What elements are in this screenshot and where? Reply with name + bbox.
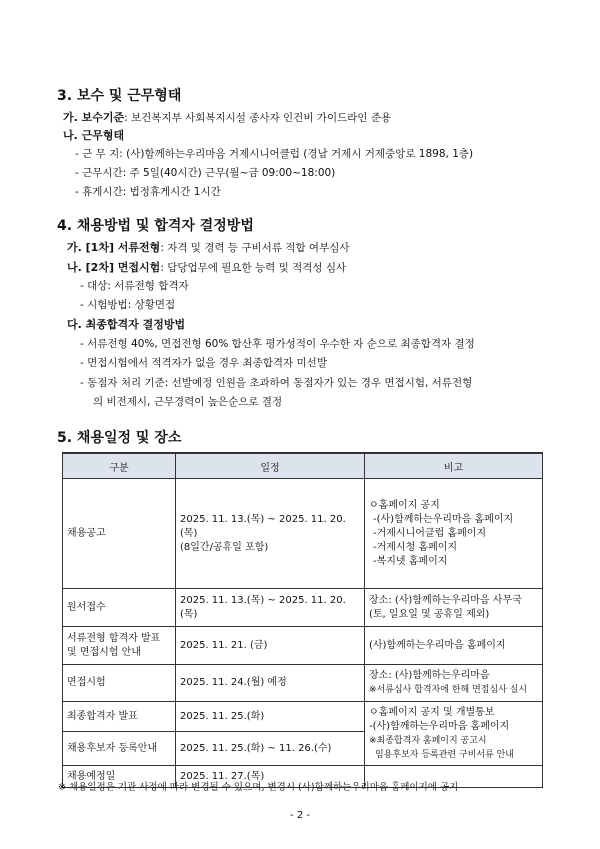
header-category: 구분 [63, 453, 176, 479]
table-row [63, 589, 543, 627]
cell-category: 최종합격자 발표 [63, 702, 176, 732]
remark-line: -거제시청 홈페이지 [373, 541, 458, 553]
table-header-row [63, 453, 543, 479]
section-3-item: - 근무시간: 주 5일(40시간) 근무(월~금 09:00~18:00) [75, 167, 336, 179]
section-3-na-label: 나. 근무형태 [63, 129, 125, 142]
section-4-na-item: - 시험방법: 상황면접 [80, 299, 176, 311]
table-row [63, 702, 543, 732]
section-4-ga-text: : 자격 및 경력 등 구비서류 적합 여부심사 [160, 242, 350, 254]
remark-small-line: ※최종합격자 홈페이지 공고시 [369, 735, 487, 746]
category-line: 및 면접시험 안내 [67, 646, 141, 658]
section-4-na-label: 나. [2차] 면접시험 [67, 261, 161, 274]
section-4-da-item: - 서류전형 40%, 면접전형 60% 합산후 평가성적이 우수한 자 순으로 최종합격자 결정 [80, 338, 475, 350]
table-row [63, 665, 543, 702]
header-remark: 비고 [365, 453, 543, 479]
cell-schedule: 2025. 11. 21. (금) [176, 627, 365, 665]
cell-category [63, 627, 176, 665]
remark-line: -거제시니어클럽 홈페이지 [373, 527, 487, 539]
section-4-da-item-cont: 의 비전제시, 근무경력이 높은순으로 결정 [93, 396, 283, 408]
cell-schedule: 2025. 11. 24.(월) 예정 [176, 665, 365, 702]
section-4-ga [67, 239, 350, 255]
section-3-heading: 3. 보수 및 근무형태 [57, 88, 182, 104]
cell-schedule: 2025. 11. 13.(목) ~ 2025. 11. 20. (목) [176, 589, 365, 627]
cell-category: 면접시험 [63, 665, 176, 702]
section-4-na-text: : 담당업무에 필요한 능력 및 적격성 심사 [160, 262, 347, 274]
remark-line: 장소: (사)함께하는우리마음 사무국 [369, 594, 522, 606]
section-3-item: - 휴게시간: 법정휴게시간 1시간 [75, 186, 221, 198]
cell-schedule [176, 479, 365, 589]
cell-schedule: 2025. 11. 25.(화) ~ 11. 26.(수) [176, 732, 365, 766]
cell-schedule: 2025. 11. 27.(목) [176, 766, 365, 788]
schedule-note: ※ 채용일정은 기관 사정에 따라 변경될 수 있으며, 변경시 (사)함께하는우리마음 홈페이지에 공지 [58, 782, 459, 793]
section-4-ga-label: 가. [1차] 서류전형 [67, 241, 161, 254]
remark-line: ㅇ홈페이지 공지 및 개별통보 [369, 706, 495, 718]
section-4-na-item: - 대상: 서류전형 합격자 [80, 280, 189, 292]
cell-remark [365, 589, 543, 627]
schedule-line: 2025. 11. 13.(목) ~ 2025. 11. 20. (목) [180, 513, 346, 539]
remark-line: (토, 일요일 및 공휴일 제외) [369, 608, 490, 620]
section-5-heading: 5. 채용일정 및 장소 [57, 430, 182, 446]
section-3-ga-label: 가. 보수기준 [63, 111, 125, 124]
remark-small-line: ※서류심사 합격자에 한해 면접심사 실시 [369, 685, 528, 695]
category-line: 서류전형 합격자 발표 [67, 632, 161, 644]
remark-line: -(사)함께하는우리마음 홈페이지 [369, 720, 510, 732]
cell-remark [365, 665, 543, 702]
cell-category: 채용공고 [63, 479, 176, 589]
header-schedule: 일정 [176, 453, 365, 479]
schedule-line: (8일간/공휴일 포함) [180, 541, 269, 553]
section-4-heading: 4. 채용방법 및 합격자 결정방법 [57, 218, 254, 234]
cell-category: 원서접수 [63, 589, 176, 627]
section-4-da-item: - 동점자 처리 기준: 선발예정 인원을 초과하여 동점자가 있는 경우 면접시험, 서류전형 [80, 377, 473, 389]
cell-category: 채용예정일 [63, 766, 176, 788]
section-3-ga [63, 109, 391, 125]
section-4-da-label: 다. 최종합격자 결정방법 [67, 318, 186, 331]
remark-line: -복지넷 홈페이지 [373, 555, 448, 567]
section-4-na [67, 259, 346, 275]
cell-remark: (사)함께하는우리마음 홈페이지 [365, 627, 543, 665]
section-3-item: - 근 무 지: (사)함께하는우리마음 거제시니어클럽 (경남 거제시 거제중앙로 1898, 1층) [75, 148, 474, 160]
remark-line: 장소: (사)함께하는우리마음 [369, 670, 490, 681]
remark-line: ㅇ홈페이지 공지 [369, 499, 440, 511]
schedule-table [62, 452, 543, 788]
page-number: - 2 - [290, 810, 310, 821]
section-4-da-item: - 면접시험에서 적격자가 없을 경우 최종합격자 미선발 [80, 357, 327, 369]
cell-remark [365, 479, 543, 589]
remark-small-line: 임용후보자 등록관련 구비서류 안내 [375, 749, 514, 760]
cell-category: 채용후보자 등록안내 [63, 732, 176, 766]
table-row [63, 479, 543, 589]
cell-remark-merged [365, 702, 543, 766]
cell-schedule: 2025. 11. 25.(화) [176, 702, 365, 732]
table-row [63, 627, 543, 665]
section-3-ga-text: : 보건복지부 사회복지시설 종사자 인건비 가이드라인 준용 [124, 112, 392, 124]
remark-line: -(사)함께하는우리마음 홈페이지 [373, 513, 514, 525]
